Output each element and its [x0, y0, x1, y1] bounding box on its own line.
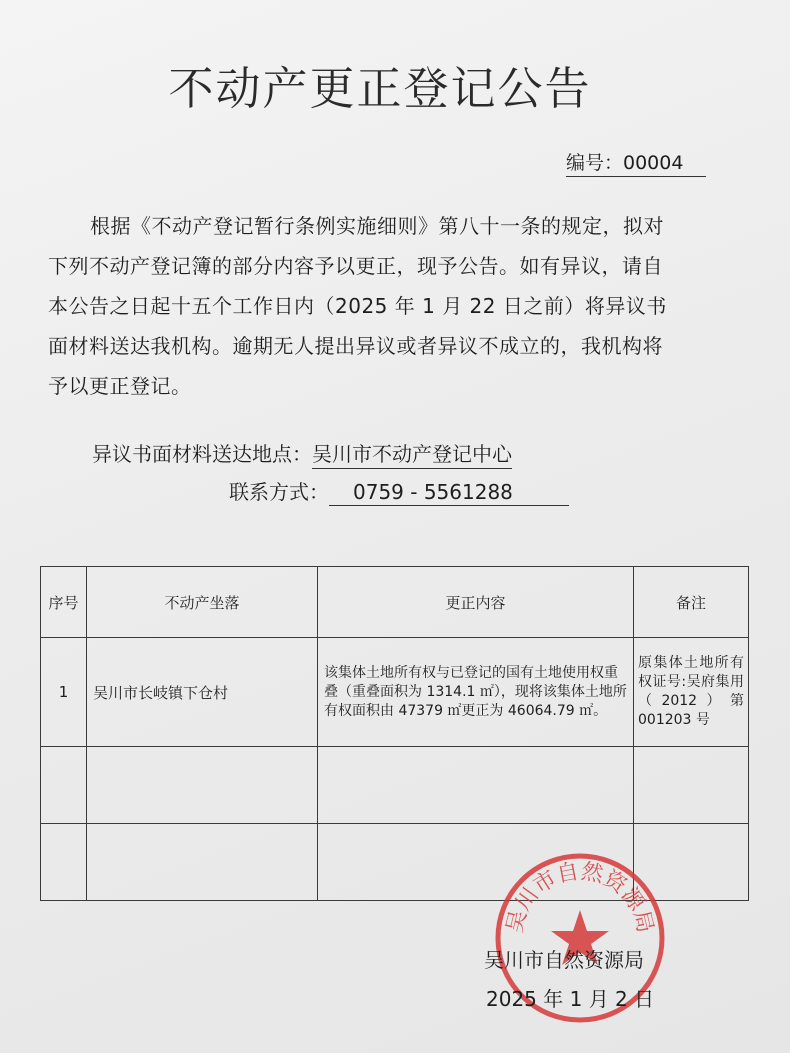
contact-phone: 0759 - 5561288: [329, 480, 569, 506]
cell-location: 吴川市长岐镇下仓村: [87, 638, 318, 747]
objection-address-row: [92, 438, 512, 469]
table-header-row: [41, 567, 749, 638]
body-line: 予以更正登记。: [48, 374, 192, 398]
document-number: 编号：00004: [566, 148, 706, 177]
empty-cell: [634, 747, 749, 824]
header-seq: 序号: [41, 567, 87, 638]
contact-label: 联系方式：: [229, 480, 329, 504]
page-title: 不动产更正登记公告: [168, 62, 592, 115]
body-line: 面材料送达我机构。逾期无人提出异议或者异议不成立的，我机构将: [48, 334, 663, 358]
objection-address-label: 异议书面材料送达地点：: [92, 442, 312, 466]
notice-body: [48, 206, 738, 406]
body-line: 本公告之日起十五个工作日内（2025 年 1 月 22 日之前）将异议书: [48, 294, 667, 318]
body-line: 下列不动产登记簿的部分内容予以更正，现予公告。如有异议，请自: [48, 254, 663, 278]
table-row: [41, 638, 749, 747]
objection-address-value: 吴川市不动产登记中心: [312, 438, 512, 469]
cell-content: 该集体土地所有权与已登记的国有土地使用权重叠（重叠面积为 1314.1 ㎡），现将该集体土地所有权面积由 47379 ㎡更正为 46064.79 ㎡。: [318, 638, 634, 747]
cell-note: 原集体土地所有权证号:吴府集用（2012）第 001203 号: [634, 638, 749, 747]
empty-cell: [87, 824, 318, 901]
header-note: 备注: [634, 567, 749, 638]
empty-cell: [318, 747, 634, 824]
empty-cell: [41, 747, 87, 824]
issue-date: 2025 年 1 月 2 日: [486, 987, 655, 1011]
empty-cell: [87, 747, 318, 824]
seal-text: 吴川市自然资源局: [502, 859, 658, 936]
correction-table: [40, 566, 749, 901]
issuing-authority: 吴川市自然资源局: [484, 948, 644, 972]
cell-seq: 1: [41, 638, 87, 747]
empty-cell: [41, 824, 87, 901]
header-location: 不动产坐落: [87, 567, 318, 638]
header-content: 更正内容: [318, 567, 634, 638]
body-line: 根据《不动产登记暂行条例实施细则》第八十一条的规定，拟对: [90, 214, 664, 238]
contact-row: [229, 476, 569, 506]
table-row-empty: [41, 747, 749, 824]
